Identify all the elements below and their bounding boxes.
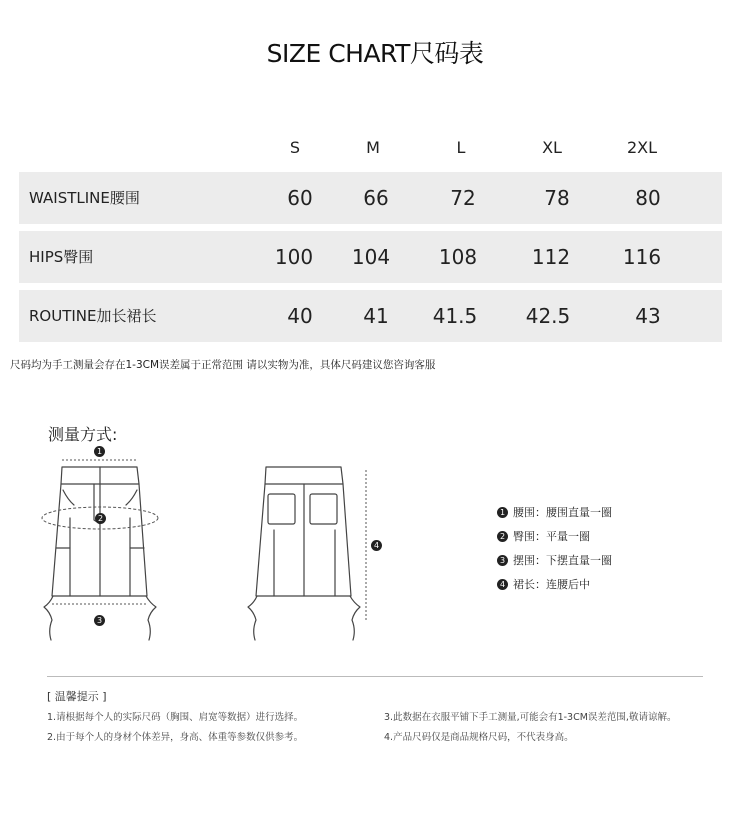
tip-item: 4.产品尺码仅是商品规格尺码，不代表身高。 (384, 732, 574, 743)
cell-value: 112 (531, 245, 571, 269)
cell-value: 104 (351, 245, 391, 269)
row-label: WAISTLINE腰围 (29, 189, 140, 207)
size-header-s: S (289, 138, 301, 157)
marker-4: 4 (371, 540, 382, 551)
marker-3: 3 (94, 615, 105, 626)
legend-text: 臀围：平量一圈 (513, 530, 590, 543)
legend-number: 2 (497, 531, 508, 542)
legend-number: 4 (497, 579, 508, 590)
cell-value: 41 (363, 304, 389, 328)
tips-title: [ 温馨提示 ] (47, 690, 107, 703)
back-skirt-drawing (248, 467, 360, 640)
legend-number: 3 (497, 555, 508, 566)
cell-value: 116 (622, 245, 662, 269)
cell-value: 43 (635, 304, 661, 328)
cell-value: 72 (450, 186, 476, 210)
cell-value: 41.5 (432, 304, 478, 328)
size-header-l: L (456, 138, 466, 157)
cell-value: 80 (635, 186, 661, 210)
measure-title: 测量方式: (48, 425, 118, 444)
cell-value: 100 (274, 245, 314, 269)
size-header-m: M (366, 138, 380, 157)
cell-value: 66 (363, 186, 389, 210)
legend-item-hips (497, 528, 590, 544)
marker-1: 1 (94, 446, 105, 457)
legend-text: 摆围：下摆直量一圈 (513, 554, 612, 567)
row-label: ROUTINE加长裙长 (29, 307, 157, 325)
legend-item-hem (497, 552, 612, 568)
tip-item: 3.此数据在衣服平铺下手工测量,可能会有1-3CM误差范围,敬请谅解。 (384, 712, 677, 723)
marker-2: 2 (95, 513, 106, 524)
legend-item-length (497, 576, 590, 592)
legend-text: 裙长：连腰后中 (513, 578, 590, 591)
divider (47, 676, 703, 677)
page-title: SIZE CHART尺码表 (266, 39, 484, 68)
cell-value: 108 (438, 245, 478, 269)
legend-number: 1 (497, 507, 508, 518)
cell-value: 40 (287, 304, 313, 328)
measurement-note: 尺码均为手工测量会存在1-3CM误差属于正常范围 请以实物为准，具体尺码建议您咨询客服 (10, 359, 436, 371)
cell-value: 42.5 (525, 304, 571, 328)
size-header-xl: XL (542, 138, 562, 157)
legend-item-waist (497, 504, 612, 520)
tip-item: 1.请根据每个人的实际尺码（胸围、肩宽等数据）进行选择。 (47, 712, 304, 723)
size-header-2xl: 2XL (626, 138, 658, 157)
tip-item: 2.由于每个人的身材个体差异，身高、体重等参数仅供参考。 (47, 732, 304, 743)
cell-value: 78 (544, 186, 570, 210)
cell-value: 60 (287, 186, 313, 210)
row-label: HIPS臀围 (29, 248, 94, 266)
legend-text: 腰围：腰围直量一圈 (513, 506, 612, 519)
